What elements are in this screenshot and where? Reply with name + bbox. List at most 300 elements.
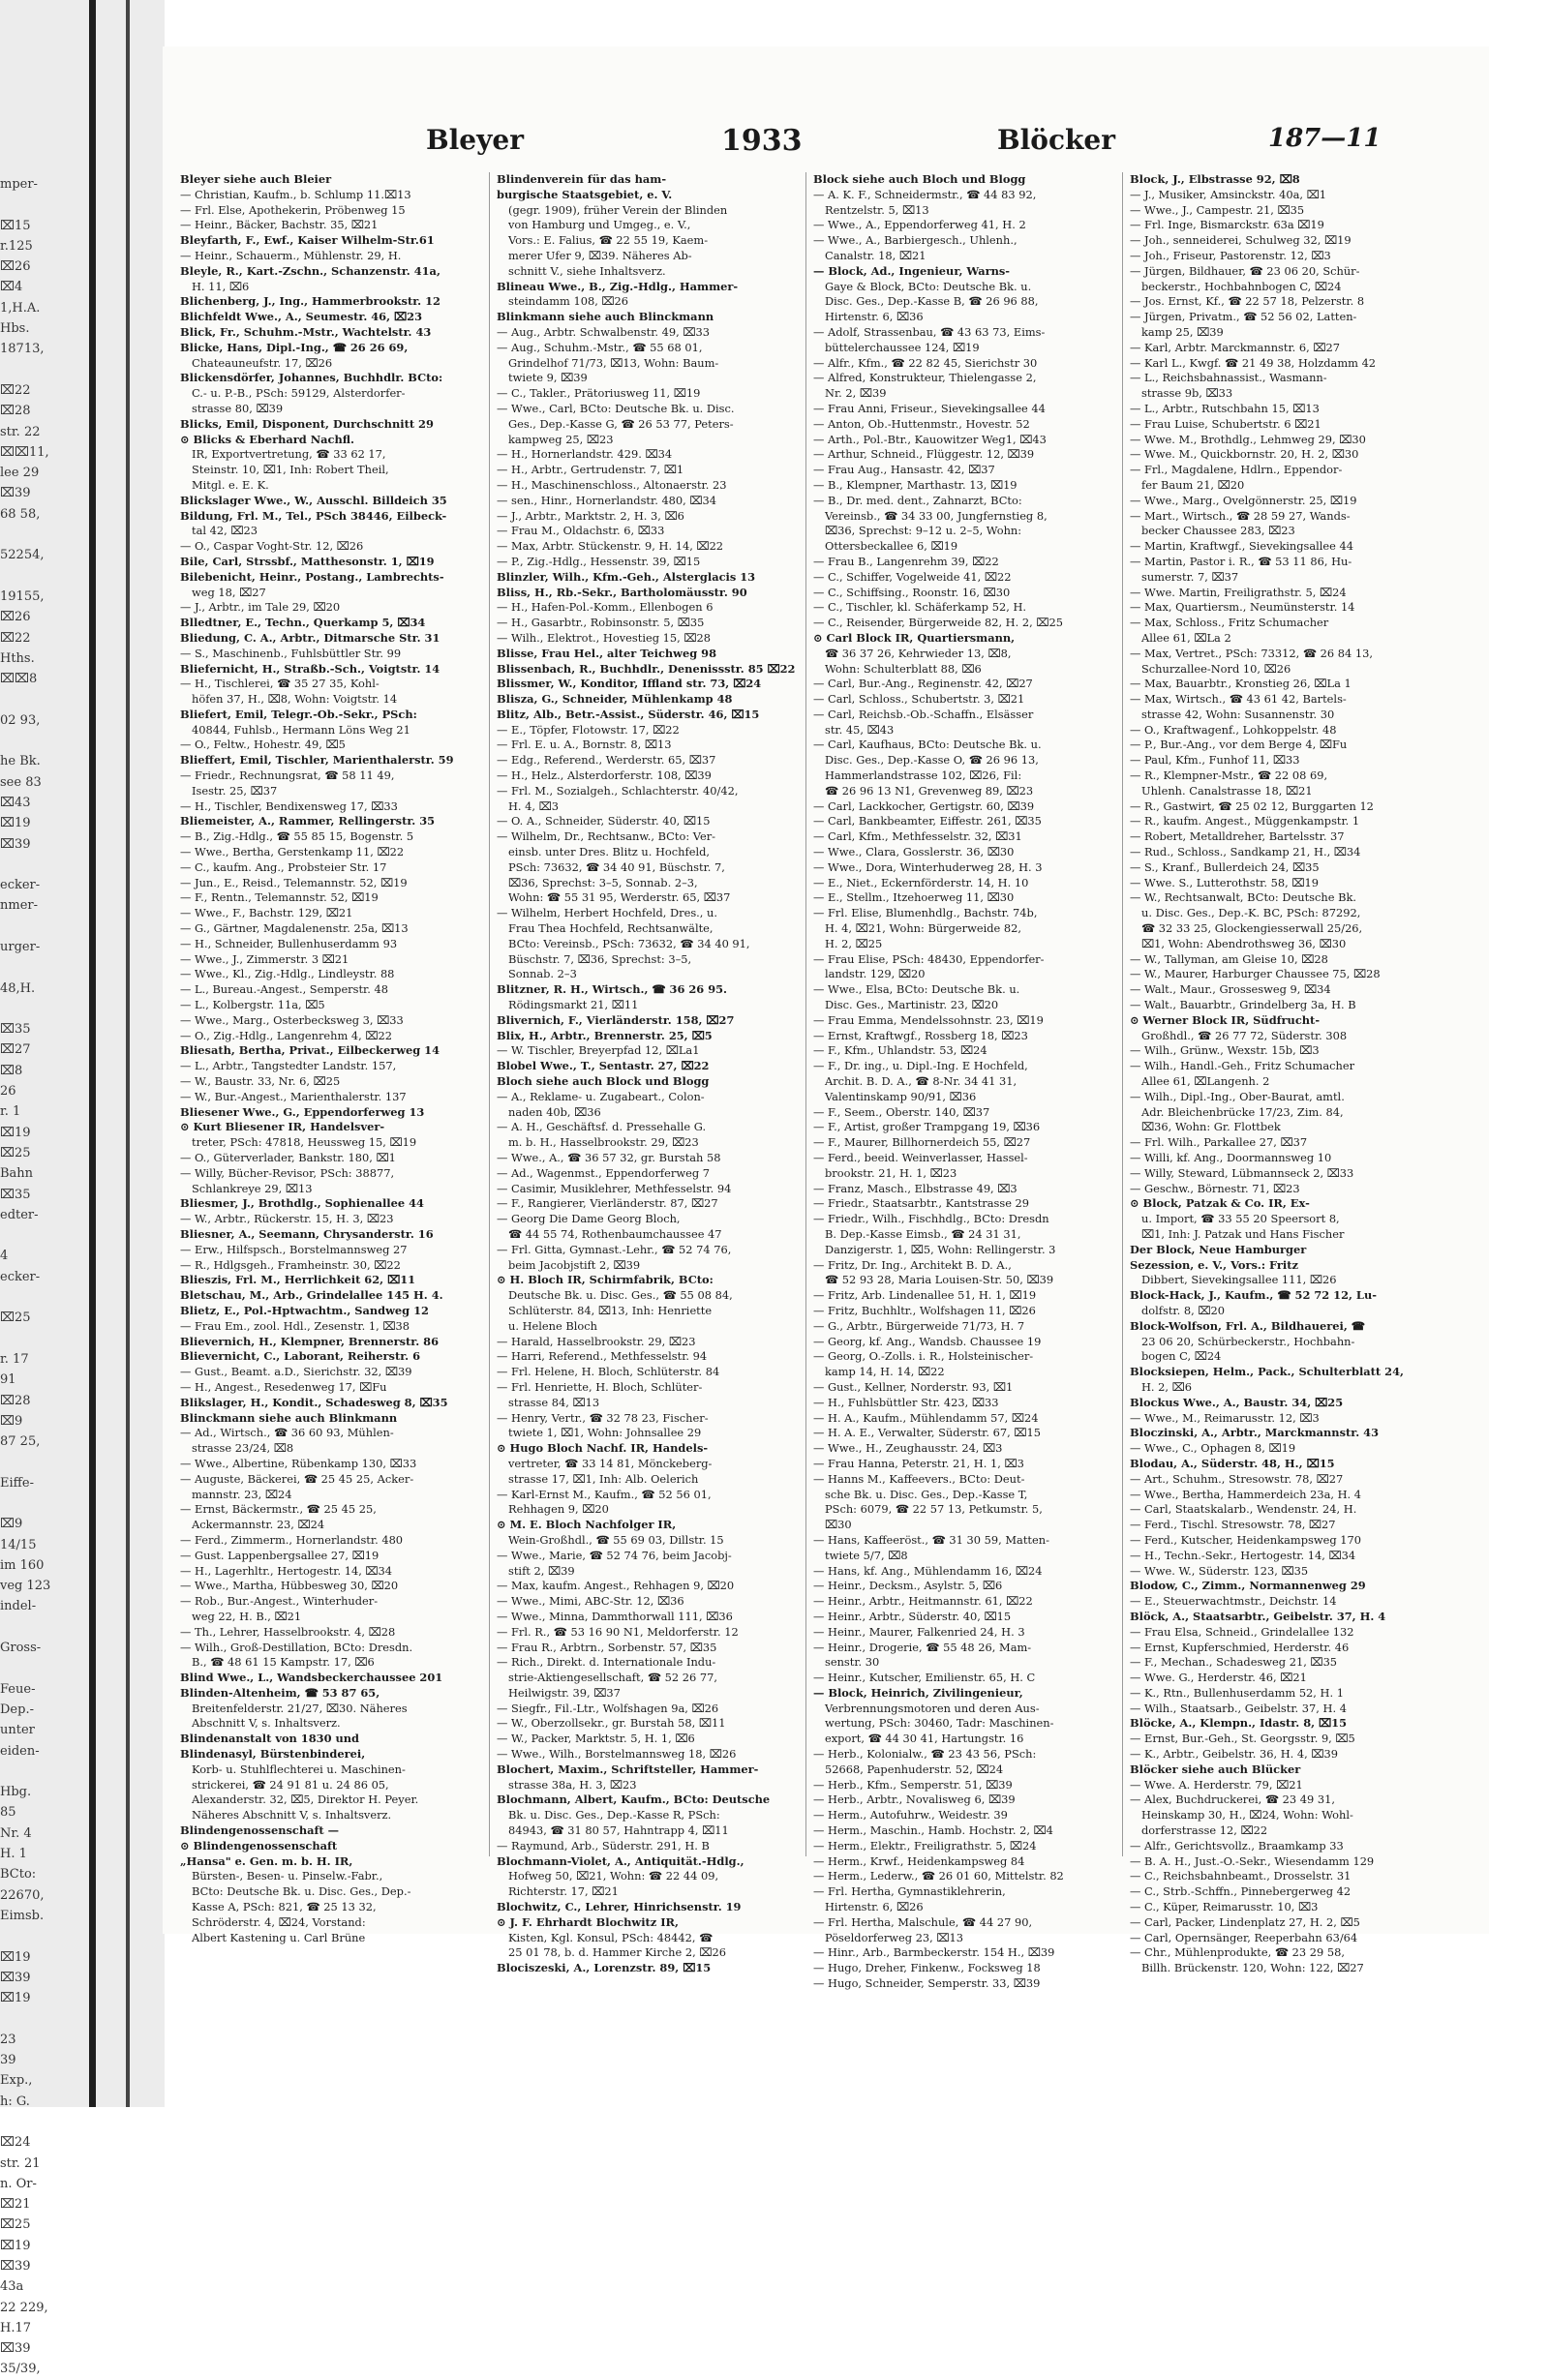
directory-entry: — P., Bur.-Ang., vor dem Berge 4, ⌧Fu xyxy=(1130,738,1348,752)
directory-entry: — Friedr., Rechnungsrat, ☎ 58 11 49, xyxy=(180,768,395,783)
directory-entry: Pöseldorferweg 23, ⌧13 xyxy=(825,1930,964,1944)
edge-fragment xyxy=(0,360,87,380)
directory-entry: — Gust. Lappenbergsallee 27, ⌧19 xyxy=(180,1548,380,1562)
edge-fragment xyxy=(0,566,87,587)
directory-entry: — Arthur, Schneid., Flüggestr. 12, ⌧39 xyxy=(813,447,1035,462)
directory-entry: — Max, Quartiersm., Neumünsterstr. 14 xyxy=(1130,600,1355,615)
directory-entry: — Wwe., Albertine, Rübenkamp 130, ⌧33 xyxy=(180,1456,417,1470)
directory-entry: — Karl-Ernst M., Kaufm., ☎ 52 56 01, xyxy=(497,1487,712,1501)
directory-entry: u. Helene Bloch xyxy=(508,1318,597,1333)
directory-entry: (gegr. 1909), früher Verein der Blinden xyxy=(508,202,728,217)
directory-entry: „Hansa" e. Gen. m. b. H. IR, xyxy=(180,1853,353,1868)
edge-fragment: ⌧19 xyxy=(0,1991,31,2006)
directory-entry: — Th., Lehrer, Hasselbrookstr. 4, ⌧28 xyxy=(180,1624,396,1639)
edge-fragment: ⌧⌧11, xyxy=(0,444,49,460)
directory-entry: PSch: 6079, ☎ 22 57 13, Petkumstr. 5, xyxy=(825,1502,1043,1517)
edge-fragment xyxy=(0,1452,87,1472)
directory-entry: wertung, PSch: 30460, Tadr: Maschinen- xyxy=(825,1716,1054,1731)
directory-entry: mannstr. 23, ⌧24 xyxy=(192,1487,292,1501)
directory-entry: strasse 23/24, ⌧8 xyxy=(192,1441,294,1456)
edge-fragment: n. Or- xyxy=(0,2176,37,2191)
directory-entry: — F., Artist, großer Trampgang 19, ⌧36 xyxy=(813,1120,1041,1134)
directory-entry: strickerei, ☎ 24 91 81 u. 24 86 05, xyxy=(192,1777,389,1792)
directory-entry: Valentinskamp 90/91, ⌧36 xyxy=(825,1089,977,1103)
edge-fragment: im 160 xyxy=(0,1557,45,1573)
directory-entry: m. b. H., Hasselbrookstr. 29, ⌧23 xyxy=(508,1135,699,1150)
edge-fragment: mper- xyxy=(0,177,38,192)
directory-entry: str. 45, ⌧43 xyxy=(825,722,895,737)
edge-fragment: r.125 xyxy=(0,238,33,254)
directory-entry: dorferstrasse 12, ⌧22 xyxy=(1141,1823,1268,1838)
edge-fragment: 43a xyxy=(0,2279,24,2295)
directory-entry: Blindenverein für das ham- xyxy=(497,172,667,186)
directory-entry: Bliedung, C. A., Arbtr., Ditmarsche Str. 31 xyxy=(180,630,440,645)
edge-fragment xyxy=(0,1287,87,1308)
directory-entry: — L., Arbtr., Tangstedter Landstr. 157, xyxy=(180,1059,397,1073)
directory-entry: — Alfred, Konstrukteur, Thielengasse 2, xyxy=(813,371,1037,385)
directory-entry: Schröderstr. 4, ⌧24, Vorstand: xyxy=(192,1914,366,1929)
directory-entry: Gaye & Block, BCto: Deutsche Bk. u. xyxy=(825,279,1032,293)
directory-entry: — O., Feltw., Hohestr. 49, ⌧5 xyxy=(180,738,346,752)
directory-entry: strie-Aktiengesellschaft, ☎ 52 26 77, xyxy=(508,1671,717,1685)
directory-entry: — Ernst, Bur.-Geh., St. Georgsstr. 9, ⌧5 xyxy=(1130,1732,1355,1746)
edge-fragment xyxy=(0,1493,87,1514)
directory-entry: — Willi, kf. Ang., Doormannsweg 10 xyxy=(1130,1151,1332,1164)
directory-entry: — L., Arbtr., Rutschbahn 15, ⌧13 xyxy=(1130,401,1320,415)
directory-entry: ☎ 36 37 26, Kehrwieder 13, ⌧8, xyxy=(825,646,1012,660)
directory-entry: — Wwe., Martha, Hübbesweg 30, ⌧20 xyxy=(180,1579,399,1593)
directory-entry: Blochwitz, C., Lehrer, Hinrichsenstr. 19 xyxy=(497,1900,742,1914)
directory-entry: — Erw., Hilfspsch., Borstelmannsweg 27 xyxy=(180,1242,408,1256)
directory-entry: — Wwe., Wilh., Borstelmannsweg 18, ⌧26 xyxy=(497,1747,737,1762)
directory-entry: — Edg., Referend., Werderstr. 65, ⌧37 xyxy=(497,753,716,768)
directory-entry: ⌧1, Inh: J. Patzak und Hans Fischer xyxy=(1141,1226,1345,1241)
directory-entry: — W., Tallyman, am Gleise 10, ⌧28 xyxy=(1130,951,1328,966)
directory-entry: — Ad., Wagenmst., Eppendorferweg 7 xyxy=(497,1165,710,1180)
directory-entry: — Hinr., Arb., Barmbeckerstr. 154 H., ⌧39 xyxy=(813,1945,1055,1960)
directory-entry: büttelerchaussee 124, ⌧19 xyxy=(825,340,980,354)
directory-entry: Bliesner, A., Seemann, Chrysanderstr. 16 xyxy=(180,1226,434,1241)
edge-fragment: Bahn xyxy=(0,1166,34,1182)
directory-entry: strasse 38a, H. 3, ⌧23 xyxy=(508,1777,637,1792)
directory-entry: — Henry, Vertr., ☎ 32 78 23, Fischer- xyxy=(497,1410,709,1425)
directory-entry: Kasse A, PSch: 821, ☎ 25 13 32, xyxy=(192,1900,377,1914)
directory-entry: Blöcker siehe auch Blücker xyxy=(1130,1762,1301,1776)
edge-fragment xyxy=(0,1225,87,1246)
directory-entry: — Carl, Reichsb.-Ob.-Schaffn., Elsässer xyxy=(813,707,1034,721)
header-last-name: Blöcker xyxy=(997,124,1115,156)
directory-entry: landstr. 129, ⌧20 xyxy=(825,967,926,981)
directory-entry: Allee 61, ⌧Langenh. 2 xyxy=(1141,1074,1270,1089)
directory-entry: strasse 42, Wohn: Susannenstr. 30 xyxy=(1141,707,1335,721)
edge-fragment xyxy=(0,999,87,1019)
directory-entry: — Jos. Ernst, Kf., ☎ 22 57 18, Pelzerstr. 8 xyxy=(1130,294,1365,309)
directory-entry: Grindelhof 71/73, ⌧13, Wohn: Baum- xyxy=(508,355,719,370)
directory-entry: — Martin, Pastor i. R., ☎ 53 11 86, Hu- xyxy=(1130,554,1352,568)
edge-fragment: 02 93, xyxy=(0,712,41,728)
edge-fragment: Hbs. xyxy=(0,321,30,337)
directory-entry: — Auguste, Bäckerei, ☎ 25 45 25, Acker- xyxy=(180,1471,414,1486)
directory-entry: — Frau Elsa, Schneid., Grindelallee 132 xyxy=(1130,1624,1354,1639)
directory-entry: — Robert, Metalldreher, Bartelsstr. 37 xyxy=(1130,829,1345,844)
adjacent-page-text xyxy=(0,174,87,2380)
directory-entry: — Hans, Kaffeeröst., ☎ 31 30 59, Matten- xyxy=(813,1532,1049,1547)
edge-fragment: r. 17 xyxy=(0,1351,29,1367)
directory-entry: strasse 9b, ⌧33 xyxy=(1141,386,1233,401)
directory-column-4 xyxy=(1130,172,1415,1975)
directory-entry: — Frl. M., Sozialgeh., Schlachterstr. 40/42, xyxy=(497,783,739,798)
directory-entry: Bk. u. Disc. Ges., Dep.-Kasse R, PSch: xyxy=(508,1808,720,1823)
directory-entry: 25 01 78, b. d. Hammer Kirche 2, ⌧26 xyxy=(508,1945,726,1960)
directory-entry: Bilebenicht, Heinr., Postang., Lambrechts- xyxy=(180,569,444,584)
directory-entry: Blodau, A., Süderstr. 48, H., ⌧15 xyxy=(1130,1456,1335,1470)
directory-entry: ⊙ Blindengenossenschaft xyxy=(180,1838,338,1853)
directory-entry: Block, J., Elbstrasse 92, ⌧8 xyxy=(1130,172,1300,186)
directory-entry: — Frl. Hertha, Malschule, ☎ 44 27 90, xyxy=(813,1914,1033,1929)
edge-fragment: H. 1 xyxy=(0,1847,27,1862)
directory-entry: ⊙ M. E. Bloch Nachfolger IR, xyxy=(497,1518,677,1532)
directory-entry: sche Bk. u. Disc. Ges., Dep.-Kasse T, xyxy=(825,1487,1028,1501)
directory-entry: — Georg, kf. Ang., Wandsb. Chaussee 19 xyxy=(813,1334,1042,1348)
directory-entry: — L., Reichsbahnassist., Wasmann- xyxy=(1130,371,1327,385)
directory-entry: — H., Arbtr., Gertrudenstr. 7, ⌧1 xyxy=(497,463,684,477)
directory-entry: Danzigerstr. 1, ⌧5, Wohn: Rellingerstr. 3 xyxy=(825,1242,1056,1256)
directory-entry: — Heinr., Arbtr., Süderstr. 40, ⌧15 xyxy=(813,1609,1012,1623)
directory-entry: B., ☎ 48 61 15 Kampstr. 17, ⌧6 xyxy=(192,1655,375,1670)
edge-fragment: Eimsb. xyxy=(0,1908,45,1923)
directory-entry: — W., Bur.-Angest., Marienthalerstr. 137 xyxy=(180,1089,407,1103)
directory-entry: — Jürgen, Bildhauer, ☎ 23 06 20, Schür- xyxy=(1130,263,1360,278)
directory-entry: dolfstr. 8, ⌧20 xyxy=(1141,1303,1225,1317)
directory-entry: ☎ 32 33 25, Glockengiesserwall 25/26, xyxy=(1141,921,1363,936)
directory-entry: Bleyer siehe auch Bleier xyxy=(180,172,332,186)
directory-entry: Wohn: Schulterblatt 88, ⌧6 xyxy=(825,661,982,676)
directory-entry: — Carl, Kaufhaus, BCto: Deutsche Bk. u. xyxy=(813,738,1042,752)
directory-entry: Blind Wwe., L., Wandsbeckerchaussee 201 xyxy=(180,1671,443,1685)
directory-entry: — Siegfr., Fil.-Ltr., Wolfshagen 9a, ⌧26 xyxy=(497,1701,719,1715)
directory-entry: — H., Hafen-Pol.-Komm., Ellenbogen 6 xyxy=(497,600,714,615)
directory-entry: — Harri, Referend., Methfesselstr. 94 xyxy=(497,1349,708,1364)
directory-entry: Archit. B. D. A., ☎ 8-Nr. 34 41 31, xyxy=(825,1074,1017,1089)
directory-entry: schnitt V., siehe Inhaltsverz. xyxy=(508,263,666,278)
directory-entry: — Max, kaufm. Angest., Rehhagen 9, ⌧20 xyxy=(497,1579,735,1593)
edge-fragment: Hths. xyxy=(0,650,35,666)
header-first-name: Bleyer xyxy=(426,124,524,156)
directory-entry: — Wilh., Elektrot., Hovestieg 15, ⌧28 xyxy=(497,630,711,645)
directory-entry: — Georg, O.-Zolls. i. R., Holsteinischer- xyxy=(813,1349,1034,1364)
directory-entry: Verbrennungsmotoren und deren Aus- xyxy=(825,1701,1040,1715)
directory-entry: — H., Gasarbtr., Robinsonstr. 5, ⌧35 xyxy=(497,616,705,630)
directory-entry: 23 06 20, Schürbeckerstr., Hochbahn- xyxy=(1141,1334,1355,1348)
directory-entry: — Carl, Schloss., Schubertstr. 3, ⌧21 xyxy=(813,692,1025,707)
directory-entry: C.- u. P.-B., PSch: 59129, Alsterdorfer- xyxy=(192,386,406,401)
directory-entry: Blikslager, H., Kondit., Schadesweg 8, ⌧35 xyxy=(180,1395,448,1409)
directory-entry: Blissenbach, R., Buchhdlr., Denenissstr. 85 ⌧22 xyxy=(497,661,796,676)
directory-entry: — Wilh., Staatsarb., Geibelstr. 37, H. 4 xyxy=(1130,1701,1347,1715)
directory-entry: Blievernich, H., Klempner, Brennerstr. 86 xyxy=(180,1334,440,1348)
directory-entry: Blivernich, F., Vierländerstr. 158, ⌧27 xyxy=(497,1012,735,1027)
directory-entry: Blociszeski, A., Lorenzstr. 89, ⌧15 xyxy=(497,1961,712,1975)
directory-entry: u. Disc. Ges., Dep.-K. BC, PSch: 87292, xyxy=(1141,906,1361,920)
directory-entry: — Wwe. M., Brothdlg., Lehmweg 29, ⌧30 xyxy=(1130,432,1366,446)
directory-entry: — Herb., Kolonialw., ☎ 23 43 56, PSch: xyxy=(813,1747,1037,1762)
directory-entry: Blindenanstalt von 1830 und xyxy=(180,1732,359,1746)
directory-entry: merer Ufer 9, ⌧39. Näheres Ab- xyxy=(508,248,692,262)
directory-entry: Bloczinski, A., Arbtr., Marckmannstr. 43 xyxy=(1130,1426,1380,1440)
directory-entry: — Max, Wirtsch., ☎ 43 61 42, Bartels- xyxy=(1130,692,1347,707)
directory-entry: Wein-Großhdl., ☎ 55 69 03, Dillstr. 15 xyxy=(508,1532,724,1547)
directory-entry: — Frl. Wilh., Parkallee 27, ⌧37 xyxy=(1130,1135,1308,1150)
directory-entry: Block-Hack, J., Kaufm., ☎ 52 72 12, Lu- xyxy=(1130,1288,1377,1303)
directory-entry: Blissmer, W., Konditor, Iffland str. 73, ⌧24 xyxy=(497,677,762,691)
directory-entry: Blinckmann siehe auch Blinkmann xyxy=(180,1410,398,1425)
directory-entry: Bliesener Wwe., G., Eppendorferweg 13 xyxy=(180,1104,425,1119)
edge-fragment: ⌧35 xyxy=(0,1187,31,1202)
edge-fragment: ⌧25 xyxy=(0,1311,31,1326)
directory-entry: beim Jacobjstift 2, ⌧39 xyxy=(508,1257,641,1272)
directory-entry: — Frau R., Arbtrn., Sorbenstr. 57, ⌧35 xyxy=(497,1640,717,1654)
directory-entry: — Wwe., Elsa, BCto: Deutsche Bk. u. xyxy=(813,982,1020,997)
edge-fragment: ⌧4 xyxy=(0,280,23,295)
directory-entry: — P., Zig.-Hdlg., Hessenstr. 39, ⌧15 xyxy=(497,554,701,568)
directory-entry: — Geschw., Börnestr. 71, ⌧23 xyxy=(1130,1181,1300,1195)
edge-fragment: ⌧9 xyxy=(0,1517,23,1532)
directory-entry: — R., kaufm. Angest., Müggenkampstr. 1 xyxy=(1130,814,1360,828)
directory-entry: Block-Wolfson, Frl. A., Bildhauerei, ☎ xyxy=(1130,1318,1365,1333)
directory-entry: — Wwe. S., Lutterothstr. 58, ⌧19 xyxy=(1130,875,1319,889)
edge-fragment xyxy=(0,2008,87,2029)
directory-entry: Bleyfarth, F., Ewf., Kaiser Wilhelm-Str.61 xyxy=(180,233,435,248)
directory-entry: Blickslager Wwe., W., Ausschl. Billdeich 35 xyxy=(180,493,447,507)
edge-fragment: str. 22 xyxy=(0,424,41,439)
directory-column-2 xyxy=(497,172,796,1975)
directory-entry: — Wwe., Bertha, Hammerdeich 23a, H. 4 xyxy=(1130,1487,1362,1501)
directory-entry: Frau Thea Hochfeld, Rechtsanwälte, xyxy=(508,921,714,936)
directory-entry: ⌧36, Sprechst: 9–12 u. 2–5, Wohn: xyxy=(825,524,1022,538)
directory-entry: — W., Oberzollsekr., gr. Burstah 58, ⌧11 xyxy=(497,1716,726,1731)
directory-entry: — O. A., Schneider, Süderstr. 40, ⌧15 xyxy=(497,814,711,828)
directory-entry: — Frl. R., ☎ 53 16 90 N1, Meldorferstr. 12 xyxy=(497,1624,739,1639)
directory-entry: — Heinr., Kutscher, Emilienstr. 65, H. C xyxy=(813,1671,1036,1685)
directory-entry: Blöck, A., Staatsarbtr., Geibelstr. 37, H. 4 xyxy=(1130,1609,1386,1623)
edge-fragment: urger- xyxy=(0,939,41,954)
directory-entry: Dibbert, Sievekingsallee 111, ⌧26 xyxy=(1141,1273,1337,1287)
directory-entry: — W., Baustr. 33, Nr. 6, ⌧25 xyxy=(180,1074,341,1089)
directory-entry: — Walt., Maur., Grossesweg 9, ⌧34 xyxy=(1130,982,1331,997)
directory-entry: Deutsche Bk. u. Disc. Ges., ☎ 55 08 84, xyxy=(508,1288,733,1303)
directory-entry: — Adolf, Strassenbau, ☎ 43 63 73, Eims- xyxy=(813,324,1046,339)
directory-entry: — Gust., Beamt. a.D., Sierichstr. 32, ⌧39 xyxy=(180,1365,412,1379)
directory-entry: Disc. Ges., Martinistr. 23, ⌧20 xyxy=(825,998,999,1012)
directory-entry: — L., Kolbergstr. 11a, ⌧5 xyxy=(180,998,325,1012)
directory-entry: — E., Niet., Eckernförderstr. 14, H. 10 xyxy=(813,875,1029,889)
directory-entry: B. Dep.-Kasse Eimsb., ☎ 24 31 31, xyxy=(825,1226,1021,1241)
directory-entry: — Wwe., A., Barbiergesch., Uhlenh., xyxy=(813,233,1017,248)
directory-entry: — Herb., Kfm., Semperstr. 51, ⌧39 xyxy=(813,1777,1013,1792)
directory-entry: ☎ 44 55 74, Rothenbaumchaussee 47 xyxy=(508,1226,722,1241)
directory-entry: — Wwe., J., Campestr. 21, ⌧35 xyxy=(1130,202,1305,217)
directory-entry: — Hugo, Schneider, Semperstr. 33, ⌧39 xyxy=(813,1976,1041,1991)
edge-fragment: 23 xyxy=(0,2032,16,2047)
directory-entry: Hirtenstr. 6, ⌧26 xyxy=(825,1900,924,1914)
directory-entry: — Friedr., Staatsarbtr., Kantstrasse 29 xyxy=(813,1196,1030,1211)
directory-entry: Richterstr. 17, ⌧21 xyxy=(508,1884,619,1899)
directory-entry: — Mart., Wirtsch., ☎ 28 59 27, Wands- xyxy=(1130,508,1351,523)
directory-entry: H. 11, ⌧6 xyxy=(192,279,250,293)
edge-fragment: ⌧15 xyxy=(0,218,31,233)
directory-entry: — Ferd., Zimmerm., Hornerlandstr. 480 xyxy=(180,1532,404,1547)
directory-entry: — Wwe., Bertha, Gerstenkamp 11, ⌧22 xyxy=(180,845,405,859)
directory-entry: — W., Arbtr., Rückerstr. 15, H. 3, ⌧23 xyxy=(180,1212,394,1226)
edge-fragment: Dep.- xyxy=(0,1702,34,1717)
directory-entry: Sezession, e. V., Vors.: Fritz xyxy=(1130,1257,1298,1272)
directory-entry: — O., Güterverlader, Bankstr. 180, ⌧1 xyxy=(180,1151,396,1164)
directory-entry: — Frl., Magdalene, Hdlrn., Eppendor- xyxy=(1130,463,1343,477)
directory-entry: — Wilh., Grünw., Wexstr. 15b, ⌧3 xyxy=(1130,1043,1320,1058)
directory-entry: — L., Bureau.-Angest., Semperstr. 48 xyxy=(180,982,388,997)
edge-fragment: ⌧28 xyxy=(0,404,31,419)
directory-entry: — Heinr., Schauerm., Mühlenstr. 29, H. xyxy=(180,248,402,262)
directory-entry: — Wwe., M., Reimarusstr. 12, ⌧3 xyxy=(1130,1410,1320,1425)
directory-entry: Disc. Ges., Dep.-Kasse O, ☎ 26 96 13, xyxy=(825,753,1039,768)
directory-entry: — Willy, Steward, Lübmannseck 2, ⌧33 xyxy=(1130,1165,1354,1180)
edge-fragment: ⌧22 xyxy=(0,630,31,646)
directory-entry: Bliesath, Bertha, Privat., Eilbeckerweg 14 xyxy=(180,1043,440,1058)
directory-entry: — Ernst, Kraftwgf., Rossberg 18, ⌧23 xyxy=(813,1028,1028,1042)
directory-entry: Blix, H., Arbtr., Brennerstr. 25, ⌧5 xyxy=(497,1028,713,1042)
directory-entry: Bloch siehe auch Block und Blogg xyxy=(497,1074,710,1089)
directory-entry: twiete 1, ⌧1, Wohn: Johnsallee 29 xyxy=(508,1426,702,1440)
edge-fragment xyxy=(0,1762,87,1782)
directory-entry: — H., Fuhlsbüttler Str. 423, ⌧33 xyxy=(813,1395,999,1409)
directory-entry: — H., Tischler, Bendixensweg 17, ⌧33 xyxy=(180,798,398,813)
directory-entry: Albert Kastening u. Carl Brüne xyxy=(192,1930,366,1944)
edge-fragment xyxy=(0,731,87,751)
edge-fragment: ⌧24 xyxy=(0,2135,31,2151)
edge-fragment: 85 xyxy=(0,1805,16,1821)
directory-entry: Blisza, G., Schneider, Mühlenkamp 48 xyxy=(497,692,733,707)
directory-entry: Adr. Bleichenbrücke 17/23, Zim. 84, xyxy=(1141,1104,1344,1119)
directory-entry: — Jürgen, Privatm., ☎ 52 56 02, Latten- xyxy=(1130,310,1357,324)
directory-entry: — A., Reklame- u. Zugabeart., Colon- xyxy=(497,1089,705,1103)
directory-entry: fer Baum 21, ⌧20 xyxy=(1141,477,1245,492)
directory-entry: — Karl L., Kwgf. ☎ 21 49 38, Holzdamm 42 xyxy=(1130,355,1377,370)
directory-entry: — Frl. Else, Apothekerin, Pröbenweg 15 xyxy=(180,202,406,217)
directory-entry: steindamm 108, ⌧26 xyxy=(508,294,629,309)
edge-fragment: ⌧43 xyxy=(0,795,31,810)
directory-entry: — Herm., Maschin., Hamb. Hochstr. 2, ⌧4 xyxy=(813,1823,1053,1838)
directory-entry: BCto: Vereinsb., PSch: 73632, ☎ 34 40 91, xyxy=(508,936,750,950)
directory-entry: ☎ 52 93 28, Maria Louisen-Str. 50, ⌧39 xyxy=(825,1273,1054,1287)
directory-entry: — Wilh., Dipl.-Ing., Ober-Baurat, amtl. xyxy=(1130,1089,1345,1103)
directory-entry: Bletschau, M., Arb., Grindelallee 145 H. 4. xyxy=(180,1288,443,1303)
directory-entry: becker Chaussee 283, ⌧23 xyxy=(1141,524,1295,538)
directory-entry: — Herb., Arbtr., Novalisweg 6, ⌧39 xyxy=(813,1793,1016,1807)
directory-entry: — Wilh., Handl.-Geh., Fritz Schumacher xyxy=(1130,1059,1355,1073)
directory-entry: — Carl, Packer, Lindenplatz 27, H. 2, ⌧5 xyxy=(1130,1914,1360,1929)
directory-entry: — Frau Luise, Schubertstr. 6 ⌧21 xyxy=(1130,416,1321,431)
directory-entry: — Wwe. M., Quickbornstr. 20, H. 2, ⌧30 xyxy=(1130,447,1359,462)
directory-entry: Isestr. 25, ⌧37 xyxy=(192,783,278,798)
directory-entry: — F., Rentn., Telemannstr. 52, ⌧19 xyxy=(180,890,379,905)
directory-entry: ⌧1, Wohn: Abendrothsweg 36, ⌧30 xyxy=(1141,936,1347,950)
directory-entry: kampweg 25, ⌧23 xyxy=(508,432,614,446)
edge-fragment: h: G. xyxy=(0,2094,30,2109)
directory-entry: ⊙ Block, Patzak & Co. IR, Ex- xyxy=(1130,1196,1310,1211)
directory-entry: ⊙ Werner Block IR, Südfrucht- xyxy=(1130,1012,1321,1027)
directory-entry: Ges., Dep.-Kasse G, ☎ 26 53 77, Peters- xyxy=(508,416,734,431)
directory-entry: — H., Schneider, Bullenhuserdamm 93 xyxy=(180,936,398,950)
directory-entry: 40844, Fuhlsb., Hermann Löns Weg 21 xyxy=(192,722,410,737)
book-gutter-line-inner xyxy=(126,0,130,2107)
directory-entry: — Walt., Bauarbtr., Grindelberg 3a, H. B xyxy=(1130,998,1356,1012)
directory-entry: Bliss, H., Rb.-Sekr., Bartholomäusstr. 90 xyxy=(497,585,747,599)
edge-fragment: ⌧22 xyxy=(0,382,31,398)
directory-entry: — Ad., Wirtsch., ☎ 36 60 93, Mühlen- xyxy=(180,1426,394,1440)
edge-fragment: unter xyxy=(0,1723,35,1738)
directory-entry: — Heinr., Drogerie, ☎ 55 48 26, Mam- xyxy=(813,1640,1032,1654)
directory-entry: — B., Klempner, Marthastr. 13, ⌧19 xyxy=(813,477,1017,492)
edge-fragment: r. 1 xyxy=(0,1104,21,1120)
edge-fragment: 4 xyxy=(0,1249,9,1264)
directory-entry: — Joh., senneiderei, Schulweg 32, ⌧19 xyxy=(1130,233,1352,248)
directory-entry: — E., Töpfer, Flotowstr. 17, ⌧22 xyxy=(497,722,680,737)
directory-entry: Heilwigstr. 39, ⌧37 xyxy=(508,1685,621,1700)
directory-entry: — Carl, Staatskalarb., Wendenstr. 24, H. xyxy=(1130,1502,1357,1517)
directory-entry: — S., Kranf., Bullerdeich 24, ⌧35 xyxy=(1130,859,1320,874)
directory-entry: — H. A., Kaufm., Mühlendamm 57, ⌧24 xyxy=(813,1410,1039,1425)
directory-entry: — R., Hdlgsgeh., Framheinstr. 30, ⌧22 xyxy=(180,1257,401,1272)
directory-entry: Ackermannstr. 23, ⌧24 xyxy=(192,1518,325,1532)
directory-entry: u. Import, ☎ 33 55 20 Speersort 8, xyxy=(1141,1212,1340,1226)
directory-entry: — W., Packer, Marktstr. 5, H. 1, ⌧6 xyxy=(497,1732,695,1746)
directory-entry: Bliemeister, A., Rammer, Rellingerstr. 35 xyxy=(180,814,436,828)
directory-entry: — E., Steuerwachtmstr., Deichstr. 14 xyxy=(1130,1594,1337,1609)
directory-entry: — K., Arbtr., Geibelstr. 36, H. 4, ⌧39 xyxy=(1130,1747,1339,1762)
edge-fragment: str. 21 xyxy=(0,2155,41,2171)
directory-entry: — Frl. Henriette, H. Bloch, Schlüter- xyxy=(497,1379,703,1394)
directory-entry: — Max, Bauarbtr., Kronstieg 26, ⌧La 1 xyxy=(1130,677,1352,691)
directory-entry: — H., Hornerlandstr. 429. ⌧34 xyxy=(497,447,673,462)
directory-columns xyxy=(180,172,1419,1991)
edge-fragment: Feue- xyxy=(0,1681,36,1697)
directory-entry: — Gust., Kellner, Norderstr. 93, ⌧1 xyxy=(813,1379,1014,1394)
directory-entry: Blieszis, Frl. M., Herrlichkeit 62, ⌧11 xyxy=(180,1273,416,1287)
directory-entry: Hofweg 50, ⌧21, Wohn: ☎ 22 44 09, xyxy=(508,1869,719,1883)
directory-entry: — C., Takler., Prätoriusweg 11, ⌧19 xyxy=(497,386,701,401)
directory-entry: — Wwe., C., Ophagen 8, ⌧19 xyxy=(1130,1441,1296,1456)
directory-entry: Breitenfelderstr. 21/27, ⌧30. Näheres xyxy=(192,1701,408,1715)
directory-entry: Blinkmann siehe auch Blinckmann xyxy=(497,310,714,324)
directory-entry: Blobel Wwe., T., Sentastr. 27, ⌧22 xyxy=(497,1059,710,1073)
directory-entry: Bürsten-, Besen- u. Pinselw.-Fabr., xyxy=(192,1869,383,1883)
directory-entry: brookstr. 21, H. 1, ⌧23 xyxy=(825,1165,957,1180)
directory-entry: — A. K. F., Schneidermstr., ☎ 44 83 92, xyxy=(813,187,1037,201)
directory-entry: — Frau Emma, Mendelssohnstr. 23, ⌧19 xyxy=(813,1012,1044,1027)
directory-entry: Uhlenh. Canalstrasse 18, ⌧21 xyxy=(1141,783,1313,798)
directory-entry: — O., Kraftwagenf., Lohkoppelstr. 48 xyxy=(1130,722,1337,737)
directory-entry: Mitgl. e. E. K. xyxy=(192,477,269,492)
edge-fragment: 19155, xyxy=(0,588,45,604)
directory-entry: — Block, Ad., Ingenieur, Warns- xyxy=(813,263,1011,278)
directory-entry: — G., Gärtner, Magdalenenstr. 25a, ⌧13 xyxy=(180,921,409,936)
directory-entry: — Paul, Kfm., Funhof 11, ⌧33 xyxy=(1130,753,1300,768)
directory-entry: Canalstr. 18, ⌧21 xyxy=(825,248,926,262)
directory-entry: — H. A. E., Verwalter, Süderstr. 67, ⌧15 xyxy=(813,1426,1041,1440)
directory-entry: Blineau Wwe., B., Zig.-Hdlg., Hammer- xyxy=(497,279,739,293)
directory-entry: — J., Musiker, Amsinckstr. 40a, ⌧1 xyxy=(1130,187,1327,201)
edge-fragment: Gross- xyxy=(0,1641,42,1656)
